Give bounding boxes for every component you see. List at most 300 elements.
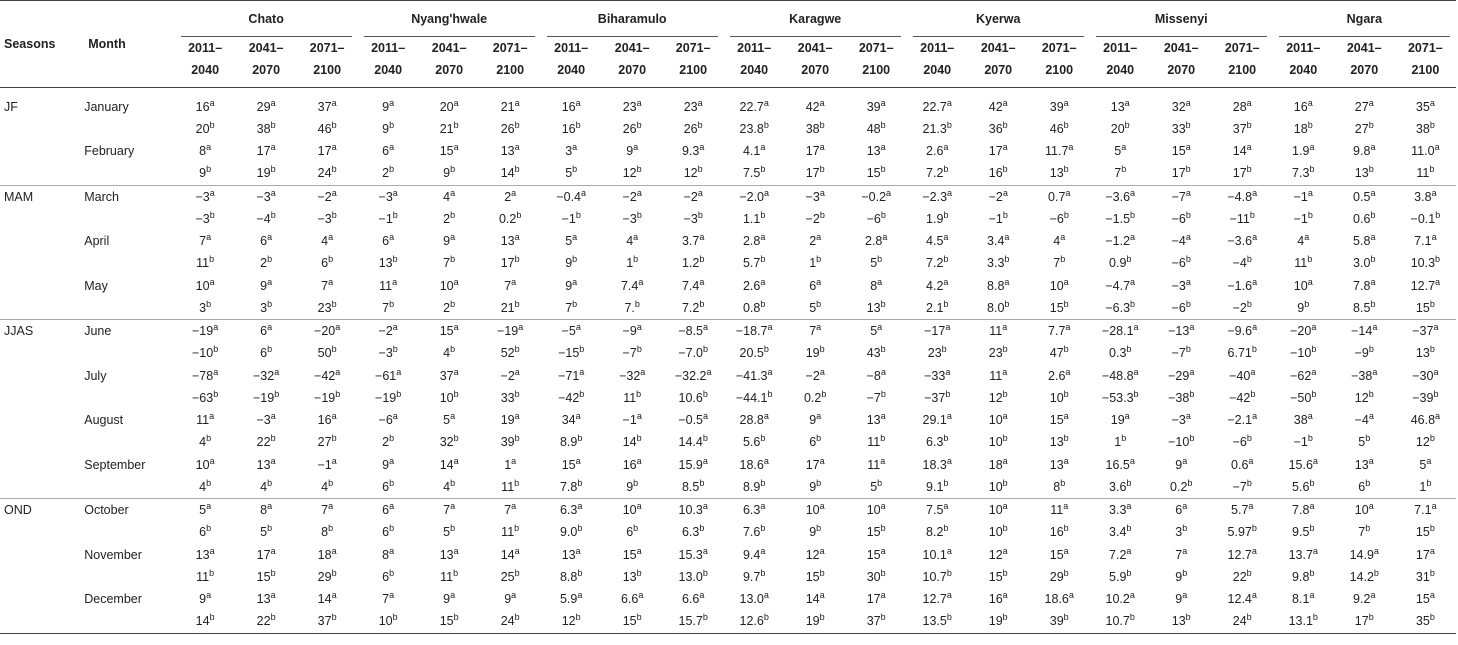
value-superscript: b	[577, 523, 583, 533]
value-b	[541, 208, 602, 230]
value-cell	[236, 409, 297, 454]
value-b	[236, 387, 297, 409]
table-row	[0, 544, 1456, 589]
value-b	[1395, 162, 1456, 184]
value-superscript: a	[697, 187, 703, 198]
value-number: 15	[1171, 144, 1186, 158]
season-cell	[0, 588, 84, 633]
value-superscript: a	[206, 142, 212, 152]
value-b	[297, 521, 358, 543]
value-a	[358, 320, 419, 342]
value-number: 5	[565, 234, 573, 248]
value-number: 7.8	[1353, 278, 1371, 293]
value-number: 1.9	[926, 211, 944, 226]
value-superscript: b	[1312, 612, 1318, 622]
value-number: 23	[683, 100, 698, 114]
value-a	[236, 365, 297, 387]
value-number: 9.2	[1353, 592, 1371, 606]
value-number: 7.2	[926, 166, 944, 180]
month-cell: July	[84, 368, 107, 383]
value-a	[480, 140, 541, 162]
value-superscript: b	[1365, 433, 1371, 443]
value-superscript: a	[575, 98, 581, 108]
value-cell	[1090, 320, 1151, 365]
value-number: 21	[500, 100, 515, 114]
value-a	[724, 140, 785, 162]
value-superscript: b	[1429, 433, 1435, 443]
value-b	[1334, 431, 1395, 453]
value-superscript: a	[1373, 545, 1379, 556]
value-cell	[419, 588, 480, 633]
value-cell	[1029, 454, 1090, 499]
value-b	[236, 610, 297, 632]
value-superscript: a	[1246, 142, 1252, 152]
value-superscript: b	[1429, 298, 1435, 309]
value-number: 10.7	[1105, 614, 1130, 628]
value-cell	[297, 320, 358, 365]
value-cell	[907, 275, 968, 320]
value-a	[602, 588, 663, 610]
value-number: 16	[317, 413, 332, 427]
value-number: −6	[1171, 256, 1186, 270]
value-number: 23.8	[739, 122, 764, 136]
value-b	[419, 521, 480, 543]
value-cell	[846, 185, 907, 230]
value-cell	[724, 454, 785, 499]
value-b	[663, 118, 724, 140]
value-a	[358, 499, 419, 521]
value-number: 13	[866, 413, 881, 427]
value-b	[724, 476, 785, 498]
value-cell	[968, 544, 1029, 589]
district-header	[175, 1, 358, 38]
value-b	[1273, 566, 1334, 588]
value-b	[297, 208, 358, 230]
value-a	[175, 96, 236, 118]
period-end: 2070	[435, 63, 464, 77]
value-superscript: a	[1063, 276, 1069, 287]
value-number: 19	[1110, 413, 1125, 427]
value-number: 7.5	[742, 166, 761, 180]
value-a	[358, 140, 419, 162]
value-superscript: b	[760, 567, 766, 578]
value-number: 13	[1354, 457, 1369, 472]
value-number: 21.3	[922, 122, 947, 136]
value-number: −3	[805, 189, 820, 204]
value-superscript: a	[1252, 276, 1258, 287]
value-cell	[175, 454, 236, 499]
value-number: 7.8	[1292, 503, 1310, 517]
value-number: −2	[378, 324, 393, 338]
value-superscript: a	[209, 187, 215, 198]
value-cell	[541, 499, 602, 544]
value-number: 12.7	[1410, 278, 1436, 293]
value-superscript: a	[514, 232, 520, 242]
value-superscript: a	[1252, 232, 1258, 242]
value-superscript: b	[1130, 298, 1136, 309]
value-a	[541, 365, 602, 387]
value-b	[846, 342, 907, 364]
table-row	[0, 588, 1456, 633]
table-row	[0, 454, 1456, 499]
value-superscript: a	[1370, 276, 1376, 287]
value-b	[724, 387, 785, 409]
value-b	[1151, 521, 1212, 543]
value-number: −1	[1293, 189, 1308, 204]
value-number: 50	[317, 346, 332, 360]
value-superscript: b	[880, 209, 886, 220]
value-superscript: b	[209, 567, 215, 578]
period-start: 2071–	[309, 41, 345, 55]
value-number: 15.3	[678, 547, 703, 562]
value-number: 12	[1415, 435, 1430, 449]
value-superscript: a	[1060, 232, 1066, 242]
value-number: 28.8	[739, 413, 764, 427]
season-cell	[0, 140, 84, 185]
value-number: 33	[500, 390, 515, 405]
period-end: 2040	[191, 63, 220, 77]
value-number: −17	[924, 324, 946, 338]
value-number: 8.2	[926, 525, 944, 539]
value-a	[663, 96, 724, 118]
value-superscript: a	[1002, 501, 1008, 511]
value-b	[1151, 566, 1212, 588]
value-superscript: a	[819, 455, 825, 466]
value-a	[358, 454, 419, 476]
value-cell	[480, 185, 541, 230]
value-superscript: b	[1121, 164, 1127, 174]
value-number: −9	[1354, 346, 1369, 360]
value-superscript: a	[1252, 411, 1258, 421]
value-superscript: b	[1311, 388, 1317, 399]
value-number: 5	[870, 324, 878, 338]
value-superscript: b	[270, 612, 276, 622]
value-number: 0.6	[1231, 457, 1249, 472]
value-cell	[175, 230, 236, 275]
value-number: 13	[500, 144, 515, 158]
value-number: 11	[379, 278, 393, 293]
value-number: 22	[256, 614, 271, 628]
value-number: 20	[195, 122, 210, 136]
value-number: −1	[1293, 435, 1308, 449]
value-cell	[663, 88, 724, 141]
value-superscript: a	[816, 232, 822, 242]
value-a	[541, 409, 602, 431]
value-cell	[1395, 275, 1456, 320]
value-superscript: b	[634, 298, 640, 309]
value-superscript: a	[816, 322, 822, 332]
value-a	[602, 186, 663, 208]
value-a	[480, 365, 541, 387]
value-superscript: a	[1182, 501, 1188, 511]
value-number: −2.3	[922, 189, 948, 204]
value-number: −3	[1171, 278, 1186, 293]
value-b	[968, 610, 1029, 632]
period-end: 2070	[984, 63, 1013, 77]
value-b	[480, 297, 541, 319]
value-b	[663, 566, 724, 588]
value-cell	[1273, 140, 1334, 185]
value-number: −38	[1351, 368, 1373, 383]
value-number: 2	[260, 256, 268, 270]
value-a	[419, 454, 480, 476]
value-number: 17	[1354, 614, 1369, 628]
value-superscript: b	[636, 433, 642, 443]
value-cell	[663, 544, 724, 589]
value-superscript: b	[270, 567, 276, 578]
period-start: 2011–	[371, 41, 406, 55]
value-b	[846, 521, 907, 543]
value-a	[1090, 140, 1151, 162]
value-number: 22	[256, 435, 271, 449]
value-superscript: a	[880, 98, 886, 108]
value-cell	[1029, 499, 1090, 544]
value-b	[1212, 297, 1273, 319]
period-header	[785, 37, 846, 88]
value-cell	[1029, 88, 1090, 141]
district-header	[358, 1, 541, 38]
value-cell	[1151, 320, 1212, 365]
value-b	[724, 566, 785, 588]
value-cell	[1029, 275, 1090, 320]
value-a	[602, 140, 663, 162]
value-cell	[541, 230, 602, 275]
value-a	[419, 499, 480, 521]
value-superscript: a	[450, 411, 456, 421]
period-start: 2071–	[1407, 41, 1443, 55]
value-number: 37	[317, 614, 332, 628]
value-cell	[175, 499, 236, 544]
value-b	[785, 610, 846, 632]
value-superscript: a	[1372, 366, 1378, 377]
value-number: 13	[1110, 100, 1125, 114]
value-a	[785, 230, 846, 252]
value-number: −53.3	[1101, 390, 1134, 405]
value-b	[785, 387, 846, 409]
value-cell	[1151, 275, 1212, 320]
value-number: 10	[195, 278, 210, 293]
value-superscript: b	[514, 567, 520, 578]
value-b	[541, 387, 602, 409]
value-superscript: a	[331, 545, 337, 556]
value-cell	[968, 185, 1029, 230]
value-b	[907, 476, 968, 498]
value-b	[1334, 342, 1395, 364]
value-superscript: b	[1126, 523, 1132, 533]
value-number: 7.6	[742, 525, 761, 539]
value-superscript: a	[392, 276, 398, 287]
value-superscript: b	[943, 254, 949, 264]
value-superscript: b	[819, 209, 825, 220]
value-number: 29	[256, 100, 271, 114]
value-b	[1212, 566, 1273, 588]
value-cell	[1212, 454, 1273, 499]
value-a	[785, 96, 846, 118]
value-cell	[358, 365, 419, 410]
value-a	[907, 454, 968, 476]
value-superscript: a	[1189, 366, 1195, 377]
value-a	[1212, 140, 1273, 162]
value-superscript: a	[1133, 322, 1139, 332]
value-number: 37	[866, 614, 881, 628]
value-superscript: a	[209, 545, 215, 556]
value-a	[1151, 140, 1212, 162]
value-number: 2.6	[926, 144, 944, 158]
value-a	[1212, 409, 1273, 431]
value-superscript: b	[1182, 523, 1188, 533]
value-a	[358, 275, 419, 297]
value-a	[175, 230, 236, 252]
value-b	[236, 521, 297, 543]
value-superscript: a	[764, 187, 770, 198]
value-superscript: a	[1126, 545, 1132, 556]
value-number: 12	[622, 166, 637, 180]
value-superscript: b	[331, 209, 337, 220]
value-cell	[297, 365, 358, 410]
value-number: −61	[375, 368, 397, 383]
value-number: 11	[623, 390, 637, 405]
value-cell	[480, 544, 541, 589]
value-superscript: a	[1185, 98, 1191, 108]
value-a	[724, 544, 785, 566]
value-superscript: a	[1309, 501, 1315, 511]
value-superscript: b	[213, 344, 219, 354]
value-cell	[846, 544, 907, 589]
value-number: 26	[500, 122, 515, 136]
value-superscript: a	[1129, 590, 1135, 600]
value-superscript: b	[575, 209, 581, 220]
value-number: 23	[317, 300, 332, 315]
value-superscript: b	[1246, 477, 1252, 488]
value-superscript: b	[1124, 120, 1130, 130]
value-b	[297, 566, 358, 588]
value-cell	[602, 140, 663, 185]
value-a	[297, 588, 358, 610]
value-number: 21	[439, 122, 454, 136]
value-cell	[663, 588, 724, 633]
value-superscript: b	[760, 298, 766, 309]
value-superscript: a	[763, 411, 769, 421]
value-number: −3	[378, 346, 393, 360]
value-number: 5.6	[742, 435, 761, 449]
value-a	[236, 454, 297, 476]
value-cell	[968, 275, 1029, 320]
value-number: 37	[439, 368, 454, 383]
value-superscript: a	[636, 545, 642, 556]
value-superscript: b	[1063, 120, 1069, 130]
value-number: 10	[622, 503, 637, 517]
value-cell	[1334, 409, 1395, 454]
value-superscript: b	[760, 523, 766, 533]
value-a	[663, 230, 724, 252]
value-b	[297, 297, 358, 319]
value-superscript: b	[1004, 298, 1010, 309]
value-b	[358, 162, 419, 184]
value-number: 15	[1415, 300, 1430, 315]
table-row	[0, 275, 1456, 320]
period-end: 2100	[1045, 63, 1074, 77]
value-b	[236, 476, 297, 498]
value-number: 11	[196, 569, 210, 584]
value-b	[541, 118, 602, 140]
value-superscript: b	[816, 254, 822, 264]
value-number: 19	[988, 614, 1003, 628]
period-header	[724, 37, 785, 88]
value-b	[785, 297, 846, 319]
value-a	[968, 588, 1029, 610]
value-b	[968, 476, 1029, 498]
value-number: −0.1	[1410, 211, 1436, 226]
value-number: 6.71	[1227, 346, 1252, 360]
value-cell	[602, 588, 663, 633]
value-number: 0.8	[742, 300, 761, 315]
value-superscript: b	[1002, 344, 1008, 354]
value-number: −62	[1290, 368, 1312, 383]
value-a	[419, 275, 480, 297]
value-b	[236, 342, 297, 364]
value-superscript: a	[880, 501, 886, 511]
value-b	[1151, 610, 1212, 632]
value-superscript: b	[206, 477, 212, 488]
value-number: −3	[317, 211, 332, 226]
value-superscript: a	[1004, 232, 1010, 242]
value-number: 24	[317, 166, 332, 180]
value-b	[724, 162, 785, 184]
value-b	[846, 208, 907, 230]
value-number: −8	[866, 368, 881, 383]
value-a	[541, 275, 602, 297]
value-superscript: b	[331, 164, 337, 174]
value-number: 26	[683, 122, 698, 136]
value-b	[1273, 610, 1334, 632]
value-b	[236, 118, 297, 140]
value-superscript: a	[1433, 322, 1439, 332]
value-b	[297, 431, 358, 453]
season-cell: JJAS	[0, 320, 84, 365]
value-b	[1029, 162, 1090, 184]
value-superscript: b	[702, 433, 708, 443]
value-superscript: a	[267, 276, 273, 287]
value-b	[602, 162, 663, 184]
value-a	[541, 230, 602, 252]
period-end: 2070	[1167, 63, 1196, 77]
value-superscript: a	[514, 411, 520, 421]
value-number: −2	[500, 368, 515, 383]
value-number: 6.3	[926, 435, 944, 449]
value-number: 8	[382, 547, 390, 562]
value-b	[968, 118, 1029, 140]
value-b	[1334, 252, 1395, 274]
value-superscript: a	[1248, 455, 1254, 466]
value-superscript: a	[1002, 366, 1008, 377]
value-superscript: b	[514, 523, 520, 533]
value-cell	[1151, 88, 1212, 141]
value-a	[968, 365, 1029, 387]
value-a	[1273, 544, 1334, 566]
table-row	[0, 409, 1456, 454]
value-cell	[1151, 544, 1212, 589]
value-cell	[1334, 454, 1395, 499]
value-superscript: a	[579, 366, 585, 377]
value-superscript: b	[633, 254, 639, 264]
value-number: 10.3	[1410, 256, 1436, 270]
value-cell	[1334, 320, 1395, 365]
value-number: 39	[500, 435, 515, 449]
value-superscript: b	[1429, 164, 1435, 174]
value-superscript: b	[1063, 567, 1069, 578]
value-a	[175, 454, 236, 476]
value-number: 15	[866, 525, 881, 539]
